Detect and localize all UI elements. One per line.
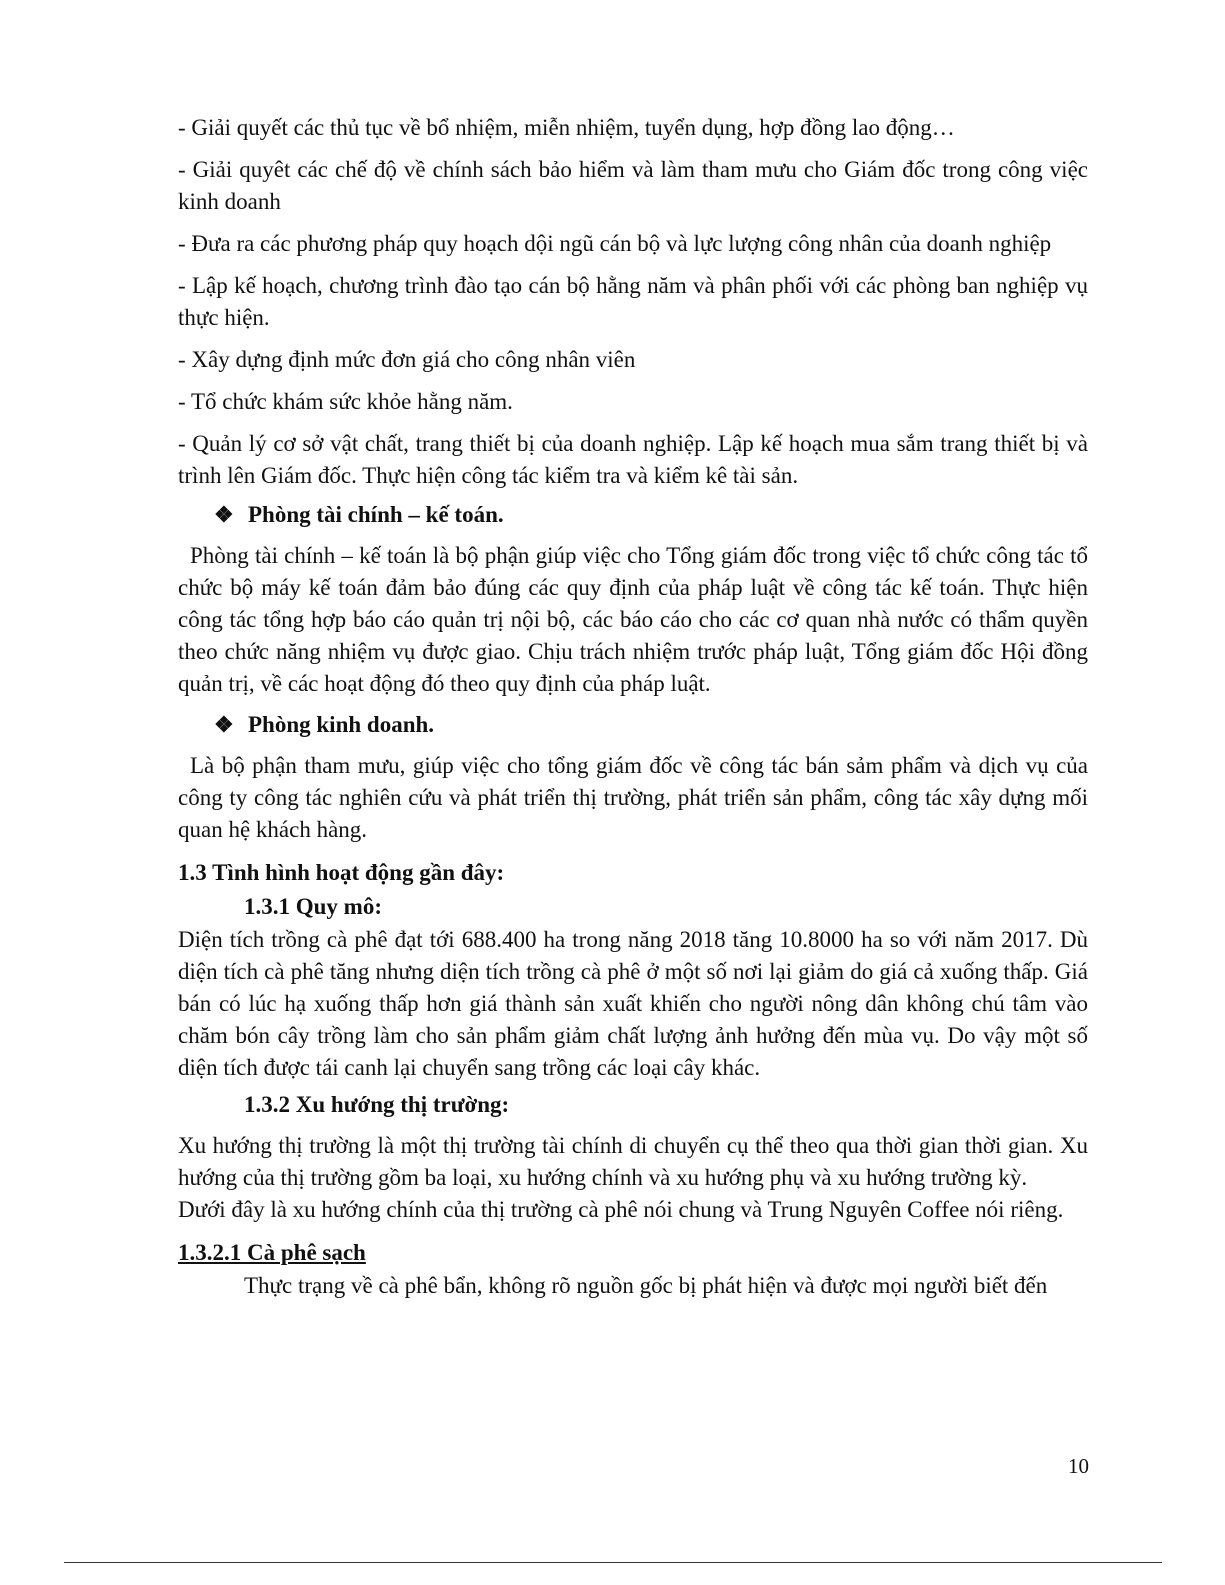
bullet-item: - Tổ chức khám sức khỏe hằng năm.: [178, 389, 513, 414]
finance-heading: [214, 502, 1088, 528]
sales-heading: [214, 712, 1088, 738]
section-1-3-2-1-heading: [178, 1240, 1088, 1266]
diamond-bullet-icon: ❖: [214, 502, 234, 527]
document-page: [178, 112, 1088, 1302]
diamond-bullet-icon: ❖: [214, 712, 234, 737]
page-number: 10: [1068, 1454, 1089, 1478]
section-1-3-2-paragraph-b: Dưới đây là xu hướng chính của thị trường cà phê nói chung và Trung Nguyên Coffee nói riêng.: [178, 1197, 1064, 1222]
bullet-item: - Xây dựng định mức đơn giá cho công nhân viên: [178, 347, 636, 372]
bullet-item: - Quản lý cơ sở vật chất, trang thiết bị của doanh nghiệp. Lập kế hoạch mua sắm trang thiết bị và trình lên Giám đốc. Thực hiện công tác kiểm tra và kiểm kê tài sản.: [178, 431, 1088, 488]
section-1-3-2-paragraph-a: Xu hướng thị trường là một thị trường tài chính di chuyển cụ thể theo qua thời gian thời gian. Xu hướng của thị trường gồm ba loại, xu hướng chính và xu hướng phụ và xu hướng trường kỳ.: [178, 1133, 1088, 1190]
section-1-3-2-heading: 1.3.2 Xu hướng thị trường:: [244, 1092, 510, 1117]
bullet-item: - Giải quyết các thủ tục về bổ nhiệm, miễn nhiệm, tuyển dụng, hợp đồng lao động…: [178, 115, 955, 140]
finance-paragraph: Phòng tài chính – kế toán là bộ phận giúp việc cho Tổng giám đốc trong việc tổ chức công tác tổ chức bộ máy kế toán đảm bảo đúng các quy định của pháp luật về công tác kế toán. Thực hiện công tác tổng hợp báo cáo quản trị nội bộ, các báo cáo cho các cơ quan nhà nước có thẩm quyền theo chức năng nhiệm vụ được giao. Chịu trách nhiệm trước pháp luật, Tổng giám đốc Hội đồng quản trị, về các hoạt động đó theo quy định của pháp luật.: [178, 543, 1088, 696]
finance-heading-text: Phòng tài chính – kế toán.: [248, 502, 504, 527]
sales-paragraph: Là bộ phận tham mưu, giúp việc cho tổng giám đốc về công tác bán sảm phẩm và dịch vụ của công ty công tác nghiên cứu và phát triển thị trường, phát triển sản phẩm, công tác xây dựng mối quan hệ khách hàng.: [178, 753, 1088, 842]
bullet-item: - Đưa ra các phương pháp quy hoạch dội ngũ cán bộ và lực lượng công nhân của doanh nghiệp: [178, 231, 1052, 256]
section-1-3-heading: 1.3 Tình hình hoạt động gần đây:: [178, 860, 505, 885]
bullet-item: - Giải quyêt các chế độ về chính sách bảo hiểm và làm tham mưu cho Giám đốc trong công việc kinh doanh: [178, 157, 1088, 214]
section-1-3-1-paragraph: Diện tích trồng cà phê đạt tới 688.400 ha trong năng 2018 tăng 10.8000 ha so với năm 2017. Dù diện tích cà phê tăng nhưng diện tích trồng cà phê ở một số nơi lại giảm do giá cả xuống thấp. Giá bán có lúc hạ xuống thấp hơn giá thành sản xuất khiến cho người nông dân không chú tâm vào chăm bón cây trồng làm cho sản phẩm giảm chất lượng ảnh hưởng đến mùa vụ. Do vậy một số diện tích được tái canh lại chuyển sang trồng các loại cây khác.: [178, 927, 1088, 1080]
sales-heading-text: Phòng kinh doanh.: [248, 712, 435, 737]
section-1-3-2-1-paragraph: Thực trạng về cà phê bẩn, không rõ nguồn gốc bị phát hiện và được mọi người biết đến: [244, 1273, 1048, 1298]
section-1-3-2-1-heading-text: 1.3.2.1 Cà phê sạch: [178, 1240, 366, 1265]
section-1-3-1-heading: 1.3.1 Quy mô:: [244, 894, 382, 919]
footer-rule: [64, 1562, 1162, 1563]
bullet-item: - Lập kế hoạch, chương trình đào tạo cán bộ hằng năm và phân phối với các phòng ban nghiệp vụ thực hiện.: [178, 273, 1088, 330]
